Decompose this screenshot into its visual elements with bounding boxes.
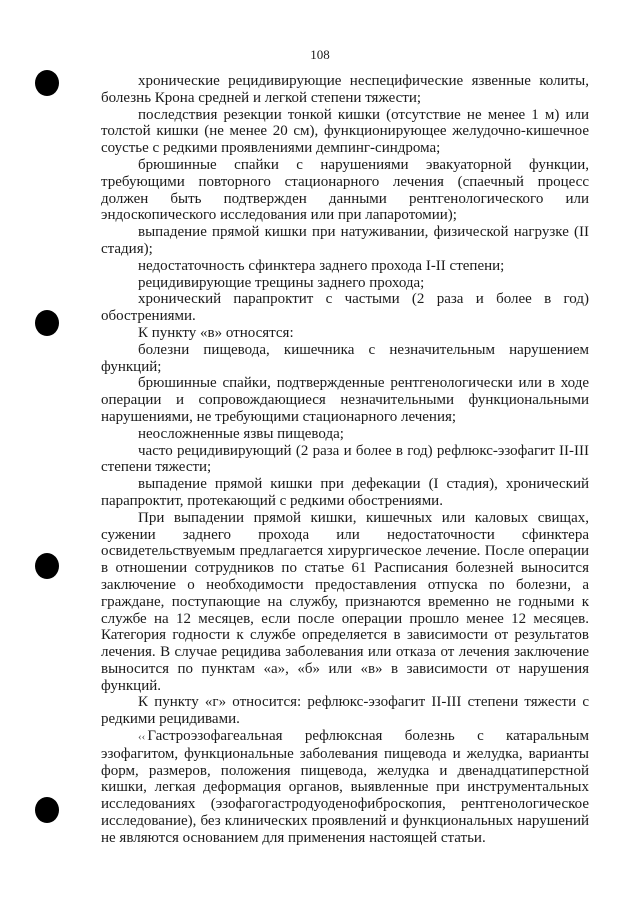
punch-hole-4 bbox=[35, 797, 59, 823]
paragraph: неосложненные язвы пищевода; bbox=[138, 425, 344, 442]
paragraph: выпадение прямой кишки при натуживании, физической нагрузке (II стадия); bbox=[101, 224, 589, 257]
paragraph: часто рецидивирующий (2 раза и более в год) рефлюкс-эзофагит II-III степени тяжести; bbox=[101, 442, 589, 476]
paragraph: К пункту «в» относятся: bbox=[138, 324, 294, 341]
paragraph: брюшинные спайки с нарушениями эвакуаторной функции, требующими повторного стационарного лечения (спаечный процесс должен быть подтвержден данными рентгенологического или эндоскопического исследования или при лапаротомии); bbox=[101, 156, 589, 224]
punch-hole-2 bbox=[35, 310, 59, 336]
punch-hole-3 bbox=[35, 553, 59, 579]
paragraph: При выпадении прямой кишки, кишечных или каловых свищах, сужении заднего прохода или недостаточности сфинктера освидетельствуемым предлагается хирургическое лечение. После операции в отношении сотрудников по статье 61 Расписания болезней выносится заключение о необходимости предоставления отпуска по болезни, а граждане, поступающие на службу, признаются временно не годными к службе на 12 месяцев, если после операции прошло менее 12 месяцев. Категория годности к службе определяется в зависимости от результатов лечения. В случае рецидива заболевания или отказа от лечения заключение выносится по пунктам «а», «б» или «в» в зависимости от нарушения функций. bbox=[101, 509, 589, 694]
document-body bbox=[101, 73, 589, 847]
page-number: 108 bbox=[310, 47, 330, 62]
paragraph: хронические рецидивирующие неспецифические язвенные колиты, болезнь Крона средней и легкой степени тяжести; bbox=[101, 73, 589, 106]
punch-hole-1 bbox=[35, 70, 59, 96]
handwritten-mark-icon: ‹‹ bbox=[138, 731, 146, 744]
paragraph: К пункту «г» относится: рефлюкс-эзофагит II-III степени тяжести с редкими рецидивами. bbox=[101, 694, 589, 728]
paragraph: выпадение прямой кишки при дефекации (I стадия), хронический парапроктит, протекающий с редкими обострениями. bbox=[101, 476, 589, 509]
paragraph: недостаточность сфинктера заднего прохода I-II степени; bbox=[138, 257, 505, 274]
paragraph-with-mark bbox=[101, 728, 589, 847]
paragraph: хронический парапроктит с частыми (2 раза и более в год) обострениями. bbox=[101, 291, 589, 325]
paragraph: рецидивирующие трещины заднего прохода; bbox=[138, 274, 425, 291]
paragraph-text: Гастроэзофагеальная рефлюксная болезнь с катаральным эзофагитом, функциональные заболевания пищевода и желудка, варианты форм, размеров, положения пищевода, желудка и двенадцатиперстной кишки, легкая деформация органов, выявленные при инструментальных исследованиях (эзофагогастродуоденофиброскопия, рентгенологическое исследование), без клинических проявлений и функциональных нарушений не являются основанием для применения настоящей статьи. bbox=[101, 728, 589, 846]
paragraph: болезни пищевода, кишечника с незначительным нарушением функций; bbox=[101, 341, 589, 375]
paragraph: последствия резекции тонкой кишки (отсутствие не менее 1 м) или толстой кишки (не менее 20 см), функционирующее желудочно-кишечное соустье с редкими проявлениями демпинг-синдрома; bbox=[101, 106, 589, 157]
paragraph: брюшинные спайки, подтвержденные рентгенологически или в ходе операции и сопровождающиеся незначительными функциональными нарушениями, не требующими стационарного лечения; bbox=[101, 375, 589, 425]
